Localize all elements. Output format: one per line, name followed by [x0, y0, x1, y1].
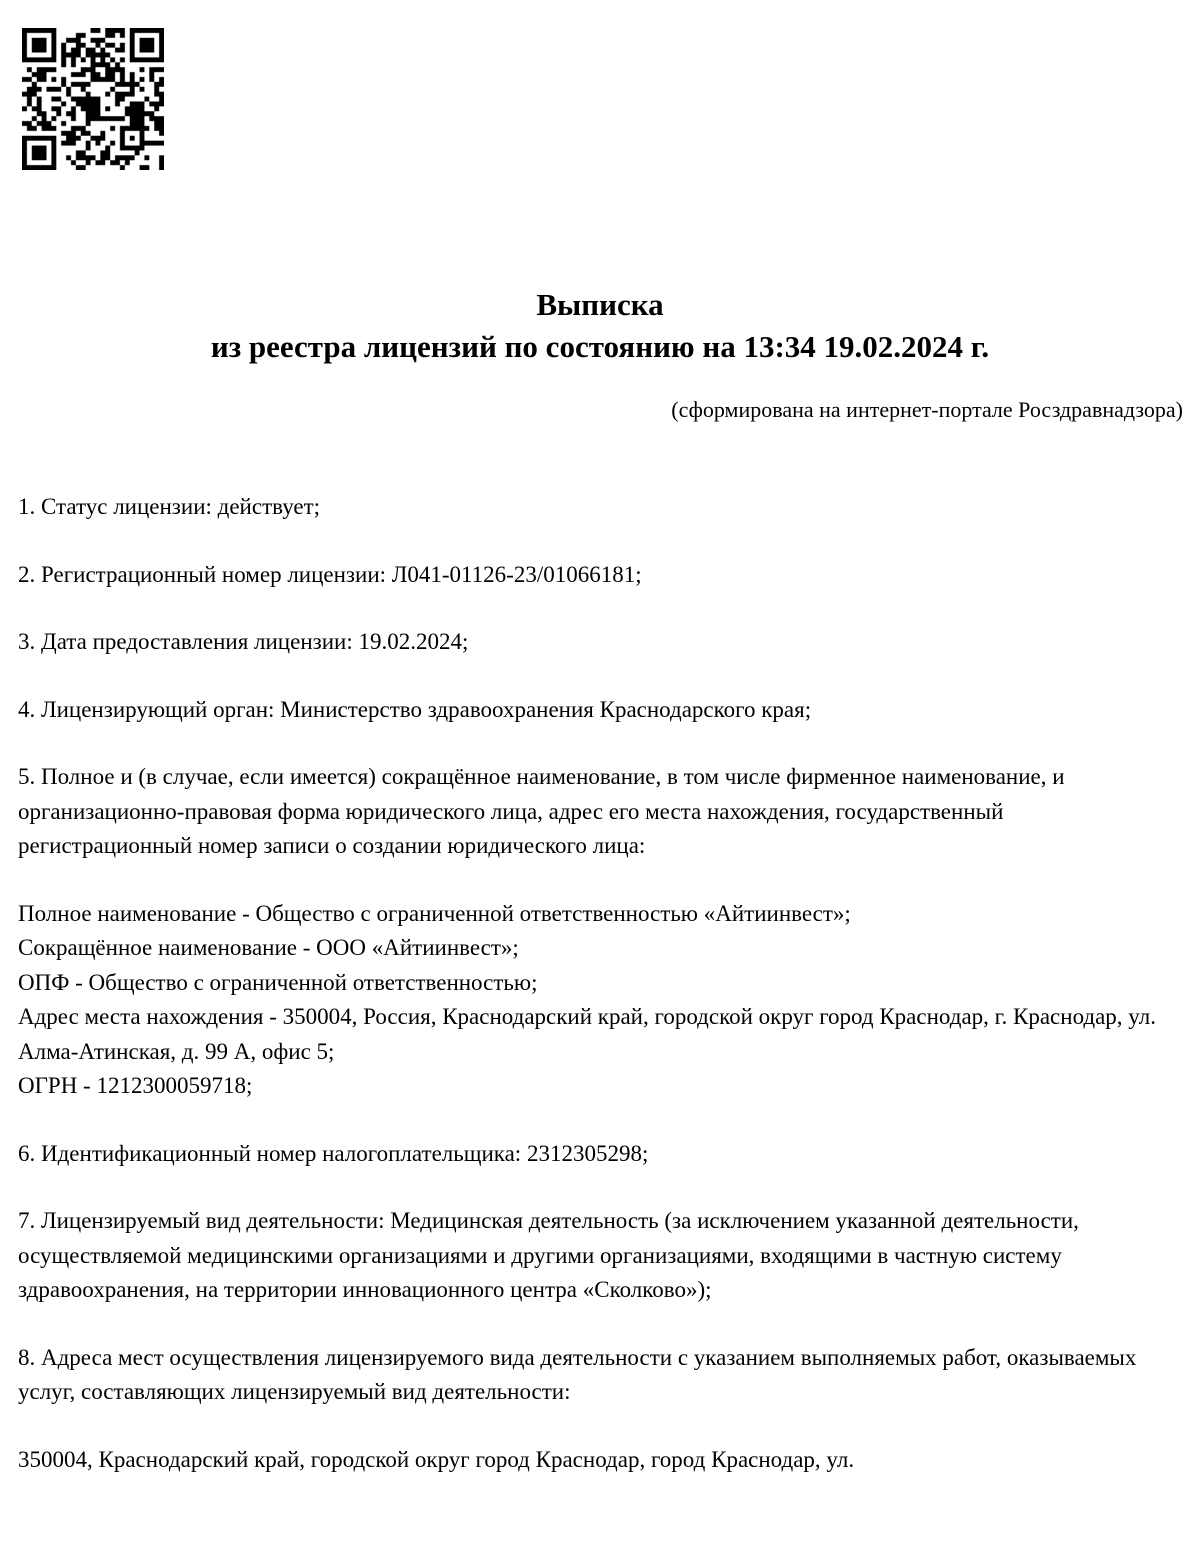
paragraph-6: Полное наименование - Общество с ограниченной ответственностью «Айтиинвест»; Сокращённое наименование - ООО «Айтиинвест»; ОПФ - Общество с ограниченной ответственностью; Адрес места нахождения - 350004, Россия, Краснодарский край, городской округ город Краснодар, г. Краснодар, ул. Алма-Атинская, д. 99 А, офис 5; ОГРН - 1212300059718;: [18, 900, 1157, 1098]
paragraph-8: 7. Лицензируемый вид деятельности: Медицинская деятельность (за исключением указанной деятельности, осуществляемой медицинскими организациями и другими организациями, входящими в частную систему здравоохранения, на территории инновационного центра «Сколково»);: [18, 1208, 1079, 1302]
paragraph-2: 2. Регистрационный номер лицензии: Л041-01126-23/01066181;: [18, 561, 642, 587]
paragraph-3: 3. Дата предоставления лицензии: 19.02.2024;: [18, 629, 469, 654]
title-line-2: из реестра лицензий по состоянию на 13:34 19.02.2024 г.: [210, 329, 990, 364]
title-line-1: Выписка: [536, 287, 664, 322]
document-title: [0, 0, 1200, 368]
paragraph-10: 350004, Краснодарский край, городской округ город Краснодар, город Краснодар, ул.: [18, 1446, 855, 1472]
paragraph-1: 1. Статус лицензии: действует;: [18, 494, 321, 519]
document-subtitle: (сформирована на интернет-портале Росздравнадзора): [671, 397, 1183, 422]
qr-code-icon: [22, 28, 164, 170]
paragraph-4: 4. Лицензирующий орган: Министерство здравоохранения Краснодарского края;: [18, 696, 812, 722]
document-body: [0, 490, 1200, 1477]
paragraph-7: 6. Идентификационный номер налогоплательщика: 2312305298;: [18, 1140, 649, 1166]
paragraph-5: 5. Полное и (в случае, если имеется) сокращённое наименование, в том числе фирменное наименование, и организационно-правовая форма юридического лица, адрес его места нахождения, государственный регистрационный номер записи о создании юридического лица:: [18, 764, 1065, 858]
paragraph-9: 8. Адреса мест осуществления лицензируемого вида деятельности с указанием выполняемых работ, оказываемых услуг, составляющих лицензируемый вид деятельности:: [18, 1344, 1137, 1404]
